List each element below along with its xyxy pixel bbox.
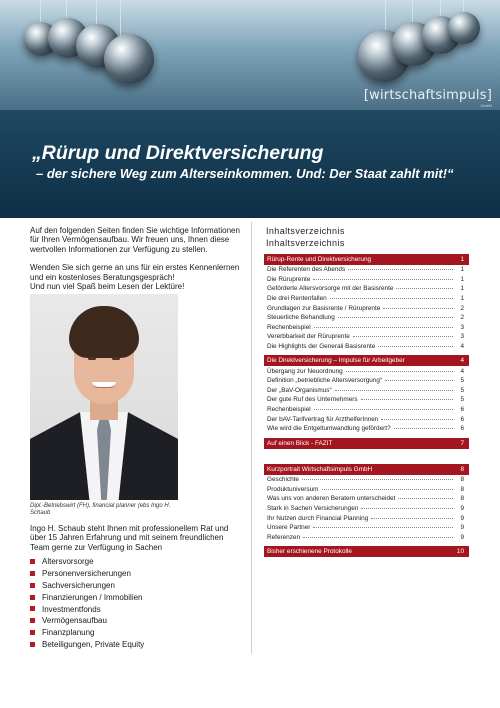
toc-leader-dots [361,399,453,400]
toc-entry-title: Stark in Sachen Versicherungen [267,505,359,513]
toc-entry-page: 1 [460,266,464,274]
toc-leader-dots [314,327,453,328]
toc-entry[interactable] [264,366,469,376]
intro-paragraph: Auf den folgenden Seiten finden Sie wichtige Informationen für Ihren Vermögensaufbau. Wir freuen uns, Ihnen diese wertvollen Informationen zur Verfügung zu stellen. [30,226,240,254]
toc-leader-dots [381,419,453,420]
title-banner [0,110,500,218]
toc-entry[interactable] [264,513,469,523]
toc-entry[interactable] [264,485,469,495]
toc-entry[interactable] [264,303,469,313]
toc-entry-title: Grundlagen zur Basisrente / Rüruprente [267,304,381,312]
toc-entry-page: 3 [460,333,464,341]
toc-leader-dots [396,288,453,289]
toc-entry[interactable] [264,294,469,304]
list-item: Beteiligungen, Private Equity [30,639,144,651]
toc-entry-page: 9 [460,524,464,532]
list-item: Investmentfonds [30,604,144,616]
intro-paragraph [30,263,240,291]
toc-entry[interactable] [264,332,469,342]
toc-entry[interactable] [264,275,469,285]
list-item: Vermögensaufbau [30,615,144,627]
toc-leader-dots [398,498,453,499]
intro-line: Und nun viel Spaß beim Lesen der Lektüre! [30,282,185,292]
toc-entry-page: 9 [460,533,464,541]
toc-entry-title: Geschichte [267,476,299,484]
toc-entry-title: Übergang zur Neuordnung [267,367,343,375]
toc-leader-dots [335,390,453,391]
toc-section-title: Die Direktversicherung – Impulse für Arbeitgeber [267,357,405,365]
toc-entry-page: 9 [460,514,464,522]
toc-section-title: Kurzportrait Wirtschaftsimpuls GmbH [267,466,373,473]
toc-leader-dots [361,508,453,509]
toc-entry-title: Die Highlights der Generali Basisrente [267,343,376,351]
toc-heading: Inhaltsverzeichnis [266,226,345,236]
toc-entry-page: 1 [460,295,464,303]
toc-entry[interactable] [264,533,469,543]
toc-entry-title: Die Referenten des Abends [267,266,346,274]
toc-entry-page: 1 [460,275,464,283]
header-image [0,0,500,110]
toc-entry-title: Rechenbeispiel [267,323,311,331]
toc-entry-title: Unsere Partner [267,524,311,532]
toc-entry[interactable] [264,323,469,333]
toc-entry-page: 4 [460,367,464,375]
toc-section-page: 4 [460,357,464,365]
bullet-square-icon [30,571,35,576]
toc-section-header[interactable] [264,355,469,366]
toc-section-page: 1 [460,256,464,263]
toc-entry[interactable] [264,504,469,514]
toc-entry[interactable] [264,265,469,275]
toc-entry-title: Definition „betriebliche Altersversorgung“ [267,377,383,385]
toc-entry-title: Referenzen [267,533,301,541]
toc-leader-dots [378,346,453,347]
toc-entry-title: Die Rüruprente [267,275,311,283]
toc-heading: Inhaltsverzeichnis [266,238,345,248]
toc-entry-page: 1 [460,285,464,293]
toc-section-header[interactable] [264,464,469,475]
bullet-square-icon [30,630,35,635]
services-list [30,556,144,651]
bullet-square-icon [30,606,35,611]
column-divider [251,222,252,654]
list-item: Personenversicherungen [30,568,144,580]
toc-entry-page: 8 [460,495,464,503]
list-item: Altersvorsorge [30,556,144,568]
toc-entry-title: Geförderte Altersvorsorge mit der Basisrente [267,285,394,293]
toc-entry-page: 2 [460,304,464,312]
toc-entry-page: 4 [460,343,464,351]
toc-entry-page: 8 [460,485,464,493]
toc-entry[interactable] [264,342,469,352]
toc-entry[interactable] [264,414,469,424]
toc-entry-page: 6 [460,406,464,414]
toc-leader-dots [330,298,453,299]
company-logo: [wirtschaftsimpuls] [363,88,492,103]
toc-entry[interactable] [264,424,469,434]
intro-text [30,226,240,300]
bullet-square-icon [30,595,35,600]
toc-entry-page: 6 [460,425,464,433]
toc-leader-dots [346,371,453,372]
toc-entry-title: Die drei Rentenfallen [267,295,327,303]
photo-caption: Dipl.-Betriebswirt (FH), financial planner (ebs Ingo H. Schaub [30,503,171,516]
toc-section-title: Auf einen Blick - FAZIT [267,439,333,447]
toc-section-header[interactable] [264,254,469,265]
intro-line: Wenden Sie sich gerne an uns für ein erstes Kennenlernen und ein kostenloses Beratungsgespräch! [30,263,240,282]
toc-entry[interactable] [264,386,469,396]
toc-leader-dots [313,279,453,280]
toc-entry-title: Der bAV-Tarifvertrag für ArzthelferInnen [267,415,379,423]
toc-leader-dots [383,308,453,309]
toc-box [264,254,469,449]
page-title: „Rürup und Direktversicherung [32,142,324,164]
bio-text: Ingo H. Schaub steht Ihnen mit professionellem Rat und über 15 Jahren Erfahrung und mit seinem freundlichen Team gerne zur Verfügung in Sachen [30,524,229,552]
toc-leader-dots [353,336,453,337]
toc-entry[interactable] [264,313,469,323]
toc-entry-page: 3 [460,323,464,331]
list-item: Finanzierungen / Immobilien [30,592,144,604]
toc-entry[interactable] [264,475,469,485]
toc-entry-page: 6 [460,415,464,423]
toc-leader-dots [348,269,453,270]
toc-leader-dots [303,537,453,538]
toc-entry[interactable] [264,494,469,504]
toc-leader-dots [322,489,453,490]
toc-leader-dots [371,518,453,519]
toc-section-page: 7 [460,439,464,447]
toc-entry-title: Produktuniversum [267,485,319,493]
toc-entry-page: 9 [460,505,464,513]
toc-entry-page: 5 [460,386,464,394]
toc-entry-page: 5 [460,377,464,385]
page-subtitle: – der sichere Weg zum Alterseinkommen. Und: Der Staat zahlt mit!“ [36,166,454,181]
toc-section-title: Bisher erschienene Protokolle [267,548,352,556]
list-item: Finanzplanung [30,627,144,639]
toc-entry-title: Der „BaV-Organismus“ [267,386,332,394]
toc-entry[interactable] [264,376,469,386]
toc-entry-title: Vererbbarkeit der Rüruprente [267,333,350,341]
toc-entry-title: Ihr Nutzen durch Financial Planning [267,514,369,522]
bullet-square-icon [30,559,35,564]
company-logo-sub: GmbH [480,103,492,108]
toc-leader-dots [302,479,453,480]
toc-leader-dots [313,527,453,528]
toc-leader-dots [314,409,453,410]
toc-leader-dots [394,428,453,429]
toc-section-page: 8 [460,466,464,473]
bullet-square-icon [30,642,35,647]
toc-entry-title: Rechenbeispiel [267,406,311,414]
toc-leader-dots [385,380,453,381]
toc-entry[interactable] [264,395,469,405]
bullet-square-icon [30,583,35,588]
toc-entry-title: Steuerliche Behandlung [267,314,335,322]
toc-section-title: Rürup-Rente und Direktversicherung [267,256,372,263]
toc-leader-dots [338,317,453,318]
bullet-square-icon [30,618,35,623]
toc-section-header[interactable] [264,546,469,557]
toc-entry-page: 2 [460,314,464,322]
toc-entry-page: 8 [460,476,464,484]
toc-entry-title: Wie wird die Entgeltumwandlung gefördert? [267,425,391,433]
toc-entry-page: 5 [460,396,464,404]
toc-entry[interactable] [264,523,469,533]
list-item: Sachversicherungen [30,580,144,592]
toc-section-page: 10 [456,548,464,556]
toc-entry[interactable] [264,405,469,415]
toc-entry-title: Der gute Ruf des Unternehmers [267,396,358,404]
toc-entry-title: Was uns von anderen Beratern unterscheidet [267,495,396,503]
portrait-photo [30,294,178,500]
toc-entry[interactable] [264,284,469,294]
toc-box [264,464,469,557]
toc-section-header[interactable] [264,438,469,449]
